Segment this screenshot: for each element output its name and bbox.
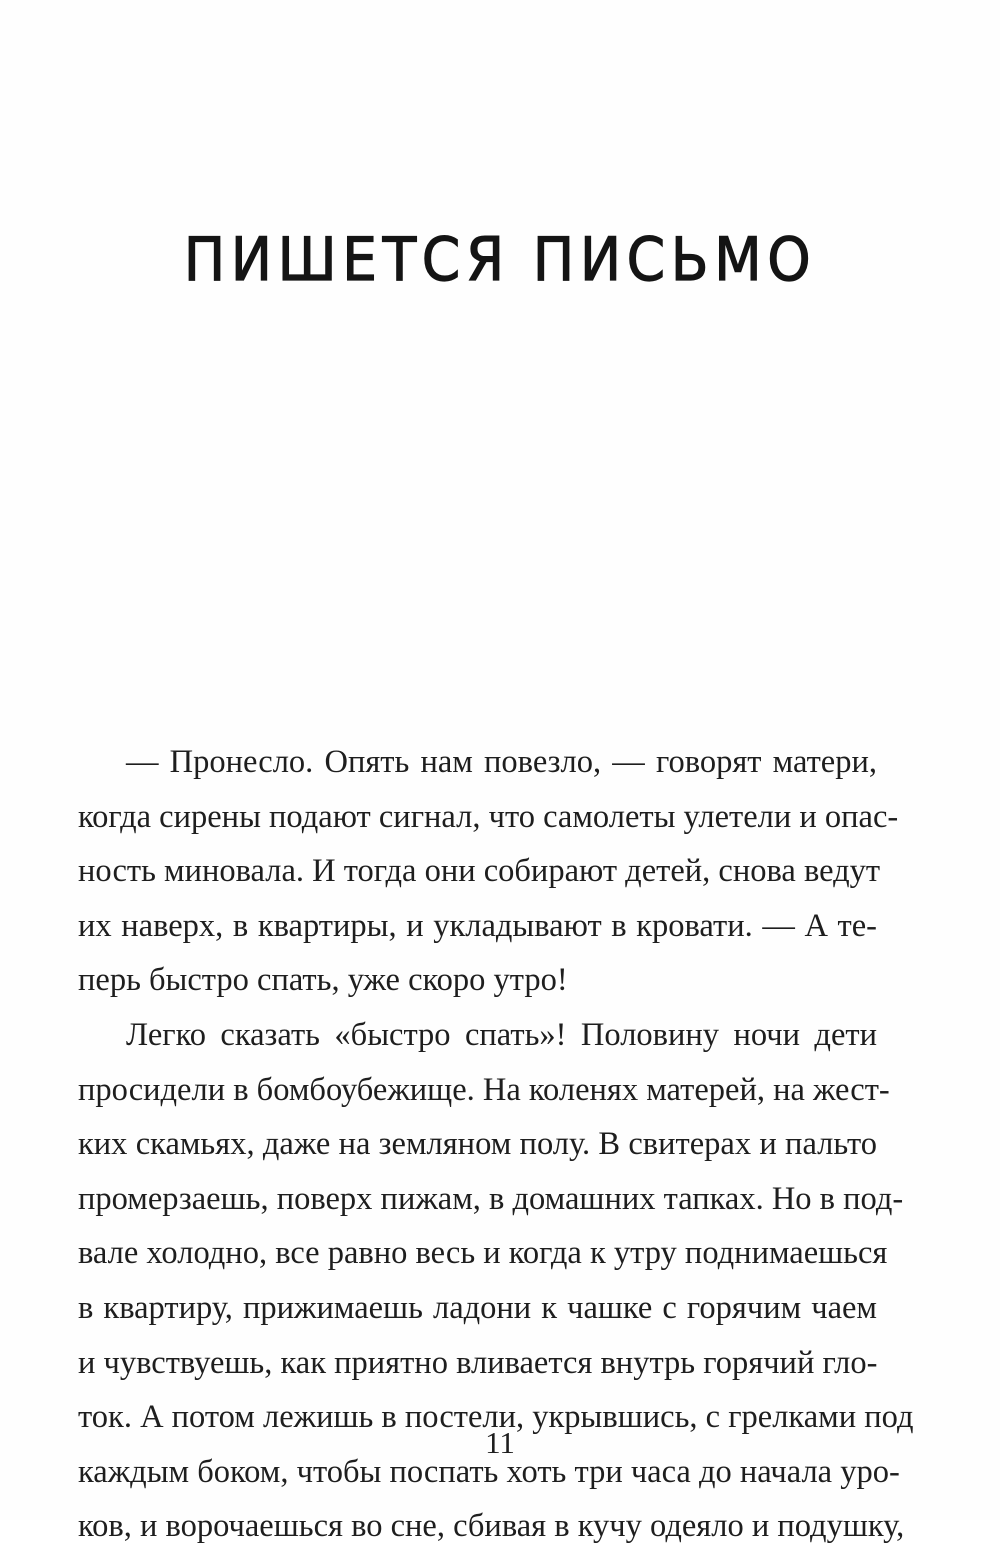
text-line: в квартиру, прижимаешь ладони к чашке с горячим чаем [78,1289,877,1326]
text-line: ков, и ворочаешься во сне, сбивая в кучу одеяло и подушку, [78,1508,905,1545]
page-number: 11 [485,1425,515,1460]
text-line: вале холодно, все равно весь и когда к утру поднимаешься [78,1235,888,1272]
text-line: ких скамьях, даже на земляном полу. В свитерах и пальто [78,1126,877,1163]
text-line: перь быстро спать, уже скоро утро! [78,962,568,999]
text-line: каждым боком, чтобы поспать хоть три часа до начала уро- [78,1453,900,1490]
text-line: просидели в бомбоубежище. На коленях матерей, на жест- [78,1071,890,1108]
chapter-title: ПИШЕТСЯ ПИСЬМО [183,225,817,295]
text-line: ток. А потом лежишь в постели, укрывшись, с грелками под [78,1399,914,1436]
paragraph-1 [78,735,899,1008]
paragraph-2 [78,1008,914,1554]
text-line: их наверх, в квартиры, и укладывают в кровати. — А те- [78,907,877,944]
text-line: промерзаешь, поверх пижам, в домашних тапках. Но в под- [78,1180,904,1217]
text-line: — Пронесло. Опять нам повезло, — говорят матери, [126,744,877,780]
text-line: и чувствуешь, как приятно вливается внутрь горячий гло- [78,1344,878,1381]
text-line: ность миновала. И тогда они собирают детей, снова ведут [78,853,881,890]
text-line: когда сирены подают сигнал, что самолеты улетели и опас- [78,798,899,835]
text-line: Легко сказать «быстро спать»! Половину ночи дети [126,1016,877,1053]
